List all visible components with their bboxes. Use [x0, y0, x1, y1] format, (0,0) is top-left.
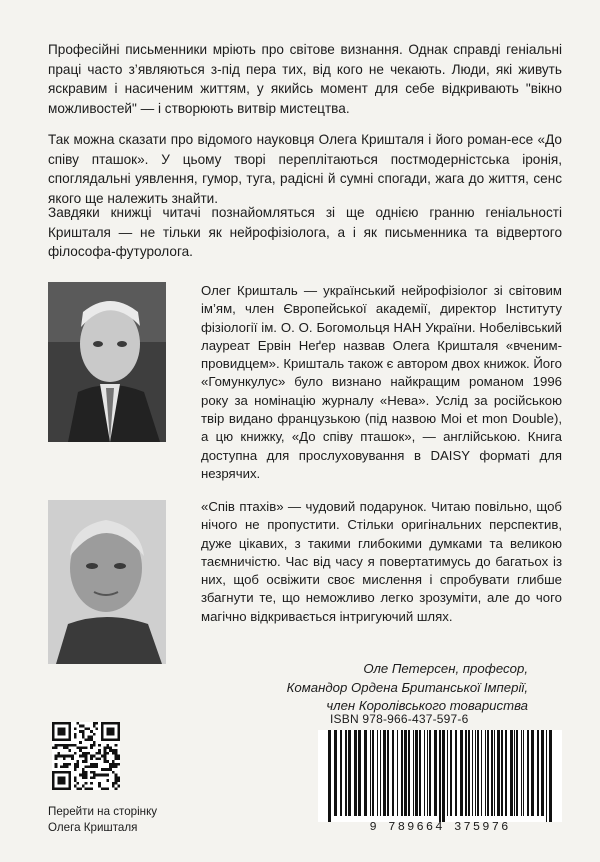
intro-paragraph-1: Професійні письменники мріють про світове визнання. Однак справді геніальні праці часто з’являються з-під пера тих, від кого не чекають. Люди, які живуть яскравим і насиченим життям, у якийсь момент для себе відкривають "вікно можливостей" — і створюють витвір мистецтва.: [48, 42, 562, 116]
reviewer-title: Командор Ордена Британської Імперії,: [286, 679, 528, 695]
qr-caption-line-2: Олега Кришталя: [48, 821, 138, 834]
author-photo: [48, 282, 166, 442]
barcode-digits: 9 789664 375976: [369, 820, 511, 834]
isbn-barcode: [318, 730, 562, 822]
reviewer-name: Оле Петерсен, професор,: [363, 661, 528, 676]
author-bio: Олег Кришталь — український нейрофізіолог зі світовим ім’ям, член Європейської академії, директор Інституту фізіології ім. О. О. Богомольця НАН України. Нобелівський лауреат Ервін Неґер назвав Олега Кришталя «вченим-провидцем». Кришталь також є автором двох книжок. Його «Гомункулус» було визнано найкращим романом 1996 року за номінацію журналу «Нева». Услід за російською твір видано французькою (під назвою Moi et mon Double), а цю книжку, «До співу пташок», — англійською. Книга доступна для прослуховування в DAISY форматі для незрячих.: [201, 283, 562, 481]
reviewer-membership: член Королівського товариства: [326, 698, 528, 713]
qr-code[interactable]: [52, 722, 120, 790]
qr-caption-line-1: Перейти на сторінку: [48, 805, 158, 818]
reviewer-photo: [48, 500, 166, 664]
intro-paragraph-3: Завдяки книжці читачі познайомляться зі ще однією гранню геніальності Кришталя — не тільки як нейрофізіолога, а і як письменника та відвертого філософа-футуролога.: [48, 205, 562, 260]
review-attribution: [168, 660, 528, 716]
qr-code-image: [52, 722, 120, 790]
barcode-bars: [318, 730, 562, 822]
isbn-label: ISBN 978-966-437-597-6: [330, 712, 469, 726]
review-quote: «Спів птахів» — чудовий подарунок. Читаю повільно, щоб нічого не пропустити. Стільки оригінальних перспектив, дуже цікавих, з такими глибокими думками та великою таємничістю. Час від часу я повертатимусь до багатьох із них, щоб освіжити своє мислення і спробувати глибше збагнути те, що неможливо легко зрозуміти, але до чого магічно відкривається інтригуючий шлях.: [201, 499, 562, 624]
author-portrait-image: [48, 282, 166, 442]
reviewer-portrait-image: [48, 500, 166, 664]
intro-paragraph-2: Так можна сказати про відомого науковця Олега Кришталя і його роман-есе «До співу пташок». У цьому творі переплітаються постмодерністська іронія, споглядальні уявлення, гумор, туга, радісні й сумні спогади, жага до життя, сенс якого ще належить знайти.: [48, 132, 562, 206]
qr-caption: [48, 804, 218, 836]
